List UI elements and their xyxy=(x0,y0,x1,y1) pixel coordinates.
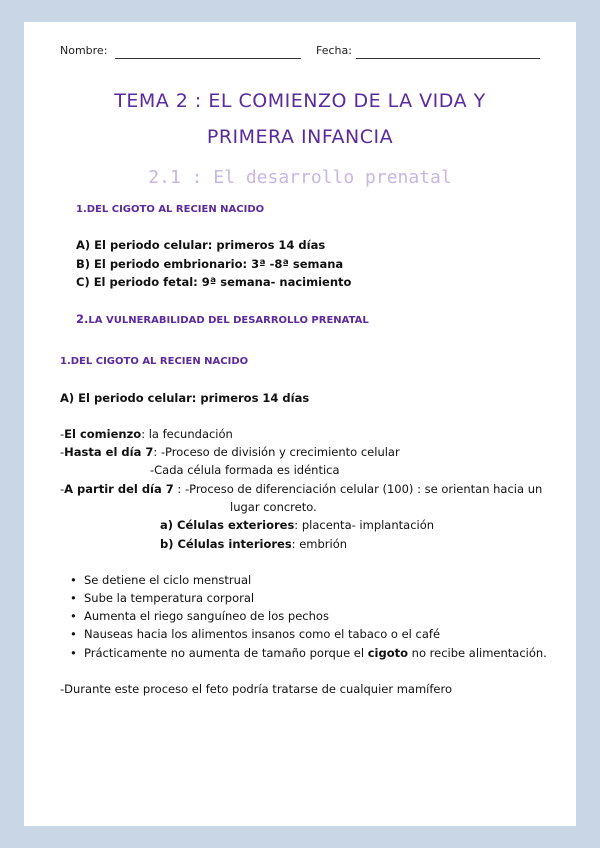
comienzo-label: El comienzo xyxy=(64,427,142,441)
title-line-1: TEMA 2 : EL COMIENZO DE LA VIDA Y xyxy=(114,90,486,112)
index-section-2-label: LA VULNERABILIDAD DEL DESARROLLO PRENATAL xyxy=(88,315,369,326)
hasta-line-2: -Cada célula formada es idéntica xyxy=(150,463,340,477)
nombre-label: Nombre: xyxy=(60,44,108,57)
index-section-2 xyxy=(76,312,369,326)
celulas-interiores-text: : embrión xyxy=(291,537,348,551)
fecha-field-line xyxy=(356,58,540,59)
partir-text: : -Proceso de diferenciación celular (100) : se orientan hacia un xyxy=(173,482,543,496)
body-subheading: A) El periodo celular: primeros 14 días xyxy=(60,391,310,405)
comienzo-text: : la fecundación xyxy=(141,427,233,441)
subtitle: 2.1 : El desarrollo prenatal xyxy=(148,167,452,188)
list-item: • Sube la temperatura corporal xyxy=(84,591,254,605)
list-item xyxy=(84,646,547,660)
list-item-bold-term: cigoto xyxy=(367,646,409,660)
celulas-exteriores-text: : placenta- implantación xyxy=(294,518,435,532)
list-item: • Aumenta el riego sanguíneo de los pechos xyxy=(84,609,329,623)
partir-line: -A partir del día 7 : -Proceso de diferenciación celular (100) : se orientan hacia un xyxy=(60,482,543,496)
index-item-c: C) El periodo fetal: 9ª semana- nacimiento xyxy=(76,275,352,289)
partir-line-2: lugar concreto. xyxy=(230,500,317,514)
celulas-exteriores-line xyxy=(160,518,434,532)
hasta-line: -Hasta el día 7: -Proceso de división y crecimiento celular xyxy=(60,445,400,459)
nombre-field-line xyxy=(115,58,301,59)
hasta-label: Hasta el día 7 xyxy=(64,445,154,459)
index-item-a: A) El periodo celular: primeros 14 días xyxy=(76,238,326,252)
list-item-text: Prácticamente no aumenta de tamaño porque el xyxy=(84,646,368,660)
index-item-b: B) El periodo embrionario: 3ª -8ª semana xyxy=(76,257,344,271)
title-line-2: PRIMERA INFANCIA xyxy=(206,126,394,148)
index-section-2-number: 2. xyxy=(76,312,89,326)
comienzo-line: -El comienzo: la fecundación xyxy=(60,427,233,441)
document-page xyxy=(24,22,576,826)
celulas-interiores-label: b) Células interiores xyxy=(160,537,292,551)
list-item: • Se detiene el ciclo menstrual xyxy=(84,573,251,587)
hasta-text: : -Proceso de división y crecimiento celular xyxy=(153,445,400,459)
celulas-interiores-line xyxy=(160,537,347,551)
body-section-heading: 1.DEL CIGOTO AL RECIEN NACIDO xyxy=(60,356,249,367)
index-section-1: 1.DEL CIGOTO AL RECIEN NACIDO xyxy=(76,204,265,215)
fecha-label: Fecha: xyxy=(316,44,352,57)
celulas-exteriores-label: a) Células exteriores xyxy=(160,518,295,532)
list-item-text-end: no recibe alimentación. xyxy=(408,646,547,660)
closing-line: -Durante este proceso el feto podría tratarse de cualquier mamífero xyxy=(60,682,453,696)
partir-label: A partir del día 7 xyxy=(64,482,174,496)
list-item: • Nauseas hacia los alimentos insanos como el tabaco o el café xyxy=(84,627,440,641)
